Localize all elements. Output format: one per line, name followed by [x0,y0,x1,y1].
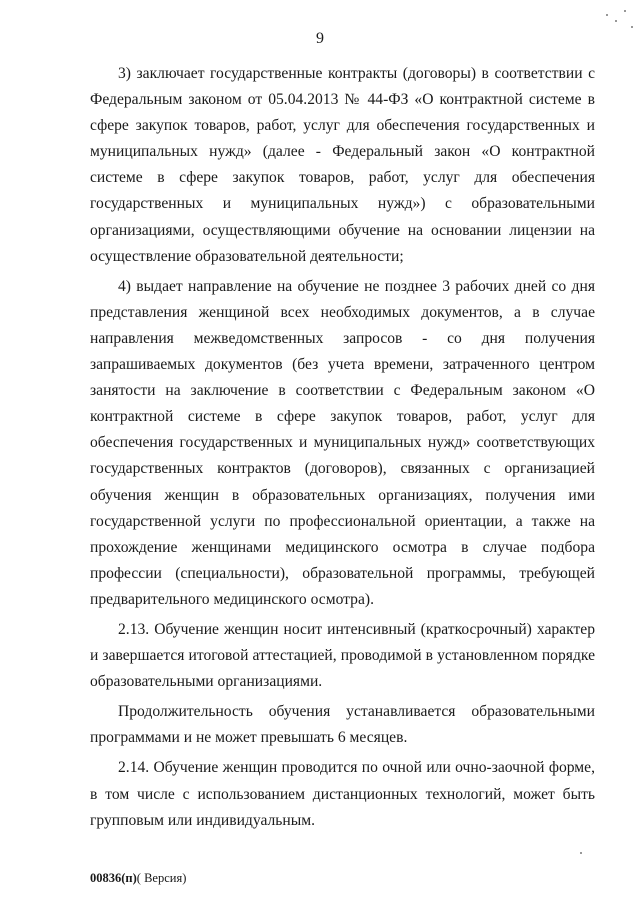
footer-code-number: 00836(п) [90,871,137,885]
paragraph-2-13: 2.13. Обучение женщин носит интенсивный (краткосрочный) характер и завершается итоговой аттестацией, проводимой в установленном порядке образовательными организациями. [90,620,595,691]
body-text [90,61,595,838]
paragraph-duration: Продолжительность обучения устанавливается образовательными программами и не может превышать 6 месяцев. [90,703,595,747]
scan-speck [615,20,617,22]
scan-speck [580,852,582,854]
footer-document-code [90,871,186,886]
paragraph-2-14: 2.14. Обучение женщин проводится по очной или очно-заочной форме, в том числе с использованием дистанционных технологий, может быть групповым или индивидуальным. [90,759,595,829]
scan-speck [631,26,633,28]
paragraph-item-3: 3) заключает государственные контракты (договоры) в соответствии с Федеральным законом от 05.04.2013 № 44-ФЗ «О контрактной системе в сфере закупок товаров, работ, услуг для обеспечения государственных и муниципальных нужд» (далее - Федеральный закон «О контрактной системе в сфере закупок товаров, работ, услуг для обеспечения государственных и муниципальных нужд») с образовательными организациями, осуществляющими обучение на основании лицензии на осуществление образовательной деятельности; [90,65,595,265]
page-number: 9 [316,30,324,47]
footer-code-version: ( Версия) [136,871,187,885]
scan-speck [624,10,626,12]
paragraph-item-4: 4) выдает направление на обучение не позднее 3 рабочих дней со дня представления женщиной всех необходимых документов, а в случае направления межведомственных запросов - со дня получения запрашиваемых документов (без учета времени, затраченного центром занятости на заключение в соответствии с Федеральным законом «О контрактной системе в сфере закупок товаров, работ, услуг для обеспечения государственных и муниципальных нужд» соответствующих государственных контрактов (договоров), связанных с организацией обучения женщин в образовательных организациях, получения ими государственной услуги по профессиональной ориентации, а также на прохождение женщинами медицинского осмотра в случае подбора профессии (специальности), образовательной программы, требующей предварительного медицинского осмотра). [90,277,595,608]
scan-speck [606,14,608,16]
